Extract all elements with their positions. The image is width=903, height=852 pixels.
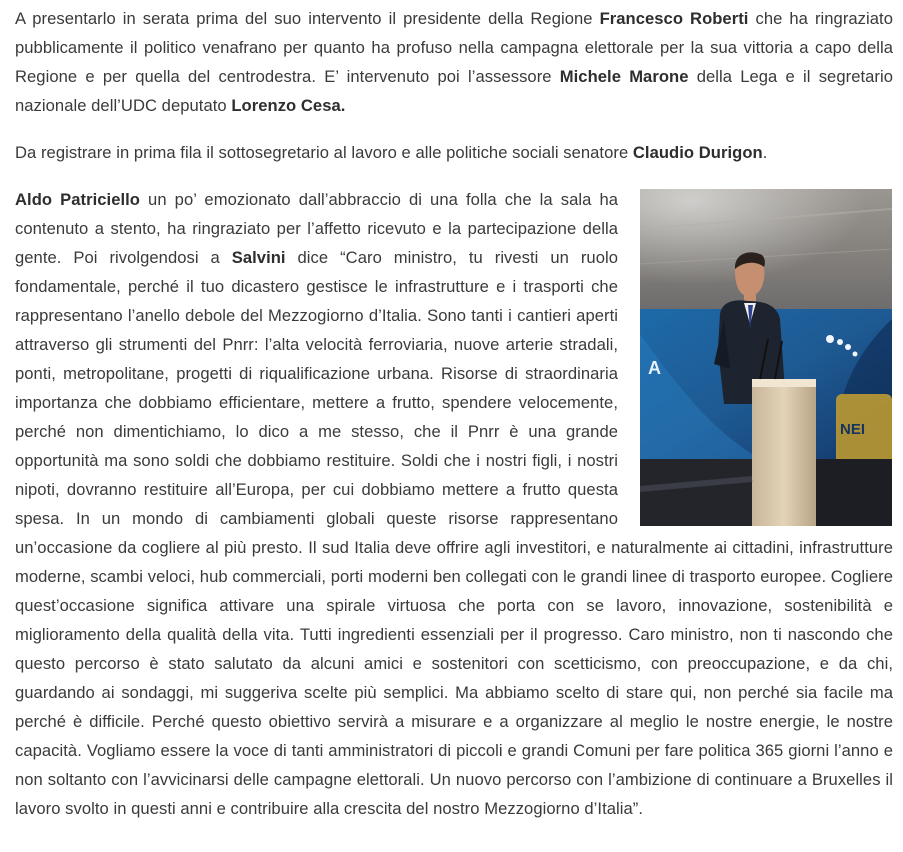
svg-text:A: A bbox=[648, 358, 662, 378]
paragraph-front-row bbox=[15, 138, 893, 167]
paragraph-speech bbox=[15, 185, 893, 823]
paragraph-text: dice “Caro ministro, tu rivesti un ruolo fondamentale, perché il tuo dicastero gestisce le infrastrutture e i trasporti che rappresentano l’anello debole del Mezzogiorno d’Italia. Sono tanti i cantieri aperti attraverso gli strumenti del Pnrr: l’alta velocità ferroviaria, nuove arterie stradali, ponti, metropolitane, progetti di riqualificazione urbana. Risorse di straordinaria importanza che dobbiamo efficientare, mettere a frutto, spendere velocemente, perché non dimentichiamo, lo dico a me stesso, che il Pnrr è una grande opportunità ma sono soldi che dobbiamo restituire. Soldi che i nostri figli, i nostri nipoti, dovranno restituire all’Europa, per cui dobbiamo mettere a frutto questa spesa. In un mondo di cambiamenti globali queste risorse rappresentano un’occasione da cogliere al più presto. Il sud Italia deve offrire agli investitori, e naturalmente ai cittadini, infrastrutture moderne, scambi veloci, hub commerciali, porti moderni ben collegati con le grandi linee di trasporto europee. Cogliere quest’occasione significa attivare una spirale virtuosa che porta con se lavoro, innovazione, sostenibilità e miglioramento della qualità della vita. Tutti ingredienti essenziali per il progresso. Caro ministro, non ti nascondo che questo percorso è stato salutato da alcuni amici e sostenitori con scetticismo, con preoccupazione, e da chi, guardando ai sondaggi, mi suggeriva scelte più semplici. Ma abbiamo scelto di stare qui, non perché sia facile ma perché è difficile. Perché questo obiettivo servirà a misurare e a organizzare al meglio le nostre energie, le nostre capacità. Vogliamo essere la voce di tanti amministratori di piccoli e grandi Comuni per fare politica 365 giorni l’anno e non soltanto con l’avvicinarsi delle campagne elettorali. Un nuovo percorso con l’ambizione di continuare a Bruxelles il lavoro svolto in questi anni e contribuire alla crescita del nostro Mezzogiorno d’Italia”. bbox=[15, 248, 893, 818]
name-claudio-durigon: Claudio Durigon bbox=[632, 143, 763, 162]
name-michele-marone: Michele Marone bbox=[559, 67, 689, 86]
paragraph-text: . bbox=[762, 143, 768, 162]
speaker-photo-illustration bbox=[640, 189, 892, 526]
name-lorenzo-cesa: Lorenzo Cesa. bbox=[231, 96, 346, 115]
name-aldo-patriciello: Aldo Patriciello bbox=[15, 190, 140, 209]
paragraph-text: che ha ringraziato pubblicamente il politico venafrano per quanto ha profuso nella campagna elettorale per la sua vittoria a capo della Regione e per quella del centrodestra. E’ intervenuto poi l’assessore bbox=[15, 9, 893, 86]
article-body bbox=[15, 0, 893, 823]
svg-text:NEI: NEI bbox=[840, 421, 866, 438]
paragraph-text: A presentarlo in serata prima del suo intervento il presidente della Regione bbox=[15, 9, 600, 28]
paragraph-intro bbox=[15, 4, 893, 120]
name-salvini: Salvini bbox=[231, 248, 286, 267]
paragraph-text: Da registrare in prima fila il sottosegretario al lavoro e alle politiche sociali senatore bbox=[15, 143, 633, 162]
speaker-photo[interactable] bbox=[640, 189, 892, 526]
paragraph-text: un po’ emozionato dall’abbraccio di una folla che la sala ha contenuto a stento, ha ringraziato per l’affetto ricevuto e la partecipazione della gente. Poi rivolgendosi a bbox=[15, 190, 618, 267]
paragraph-text: della Lega e il segretario nazionale dell’UDC deputato bbox=[15, 67, 893, 115]
name-francesco-roberti: Francesco Roberti bbox=[599, 9, 749, 28]
